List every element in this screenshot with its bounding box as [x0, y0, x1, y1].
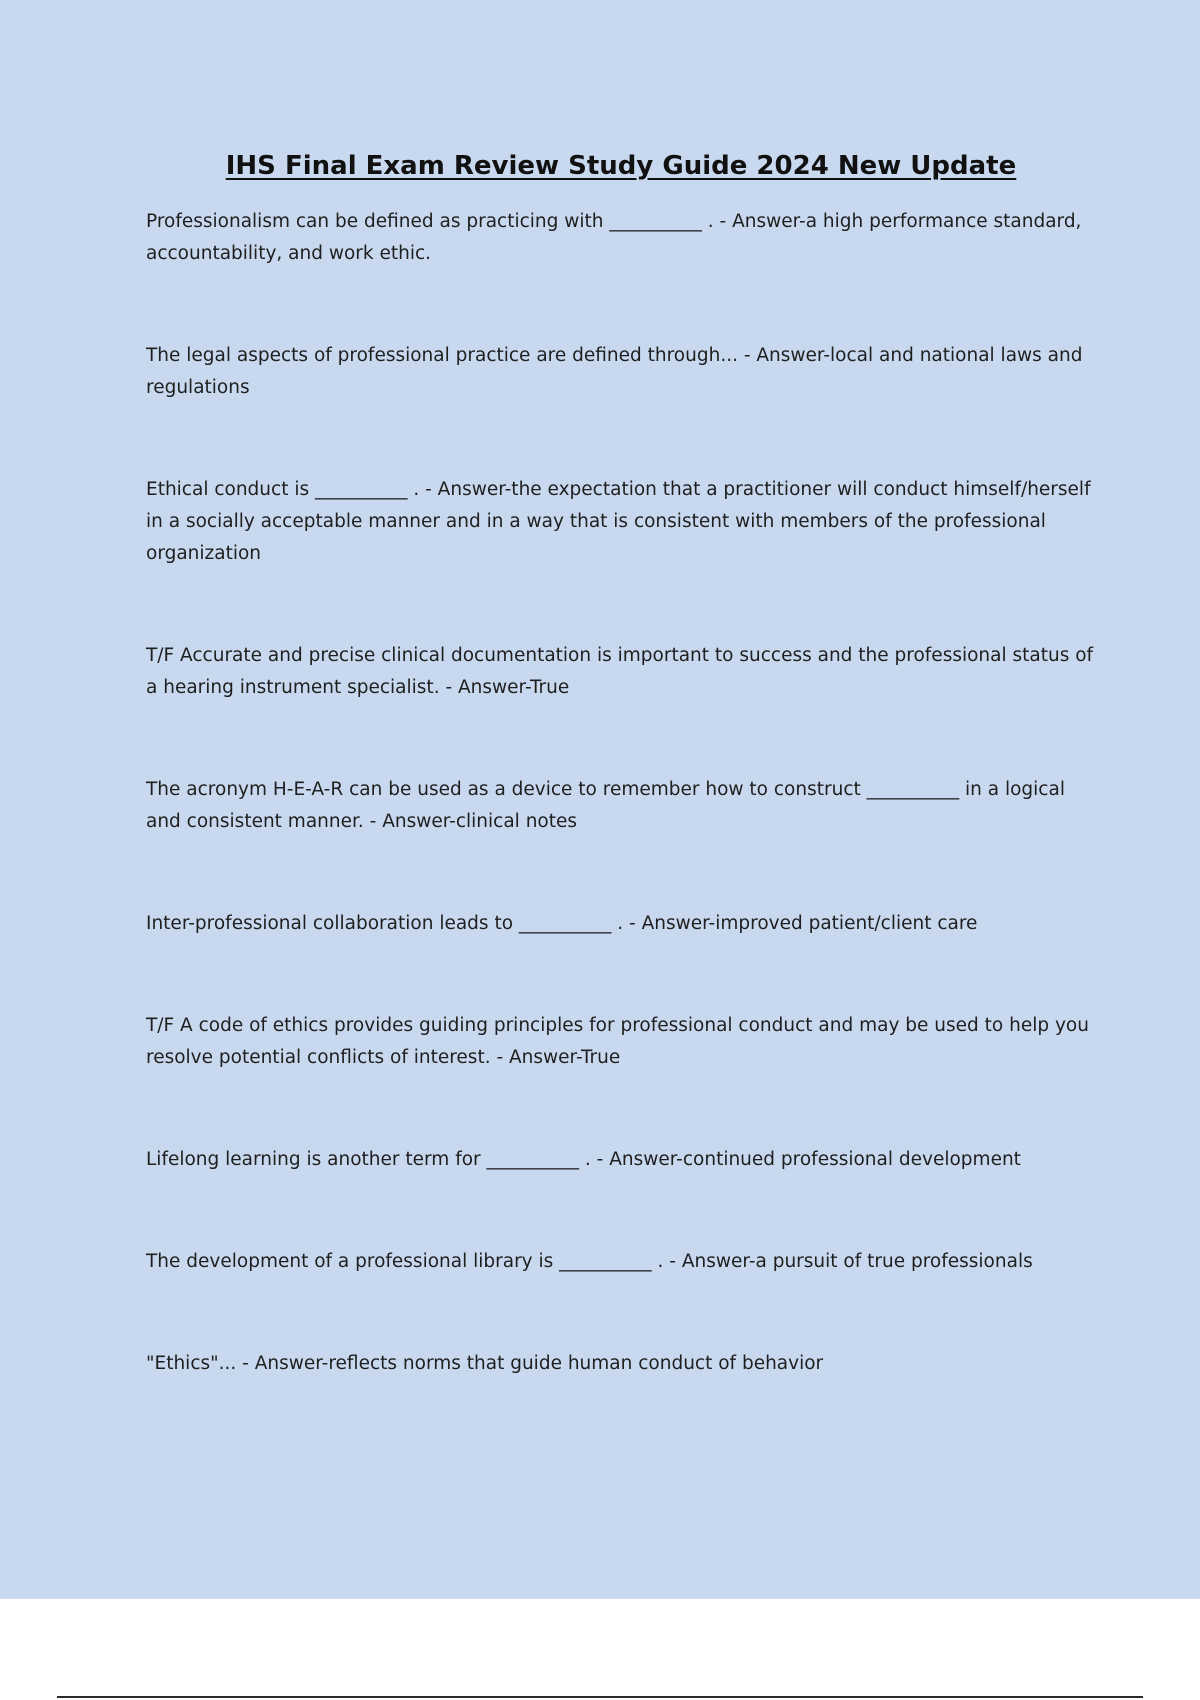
- qa-item-8: Lifelong learning is another term for __________ . - Answer-continued professional development: [146, 1149, 1021, 1170]
- qa-item-6: Inter-professional collaboration leads to __________ . - Answer-improved patient/client care: [146, 913, 978, 934]
- question-answer-list: [146, 206, 1096, 1380]
- qa-item-2: The legal aspects of professional practice are defined through... - Answer-local and national laws and regulations: [146, 345, 1083, 398]
- qa-item-4: T/F Accurate and precise clinical documentation is important to success and the professional status of a hearing instrument specialist. - Answer-True: [146, 645, 1094, 698]
- document-body: [146, 148, 1096, 1380]
- qa-item-9: The development of a professional library is __________ . - Answer-a pursuit of true professionals: [146, 1251, 1033, 1272]
- qa-item-10: "Ethics"... - Answer-reflects norms that guide human conduct of behavior: [146, 1353, 824, 1374]
- footer-divider: [57, 1696, 1143, 1698]
- qa-item-5: The acronym H-E-A-R can be used as a device to remember how to construct __________ in a logical and consistent manner. - Answer-clinical notes: [146, 779, 1065, 832]
- qa-item-7: T/F A code of ethics provides guiding principles for professional conduct and may be used to help you resolve potential conflicts of interest. - Answer-True: [146, 1015, 1089, 1068]
- document-title: IHS Final Exam Review Study Guide 2024 New Update: [225, 151, 1017, 181]
- qa-item-1: Professionalism can be defined as practicing with __________ . - Answer-a high performance standard, accountability, and work ethic.: [146, 211, 1082, 264]
- qa-item-3: Ethical conduct is __________ . - Answer-the expectation that a practitioner will conduct himself/herself in a socially acceptable manner and in a way that is consistent with members of the professional organization: [146, 479, 1091, 564]
